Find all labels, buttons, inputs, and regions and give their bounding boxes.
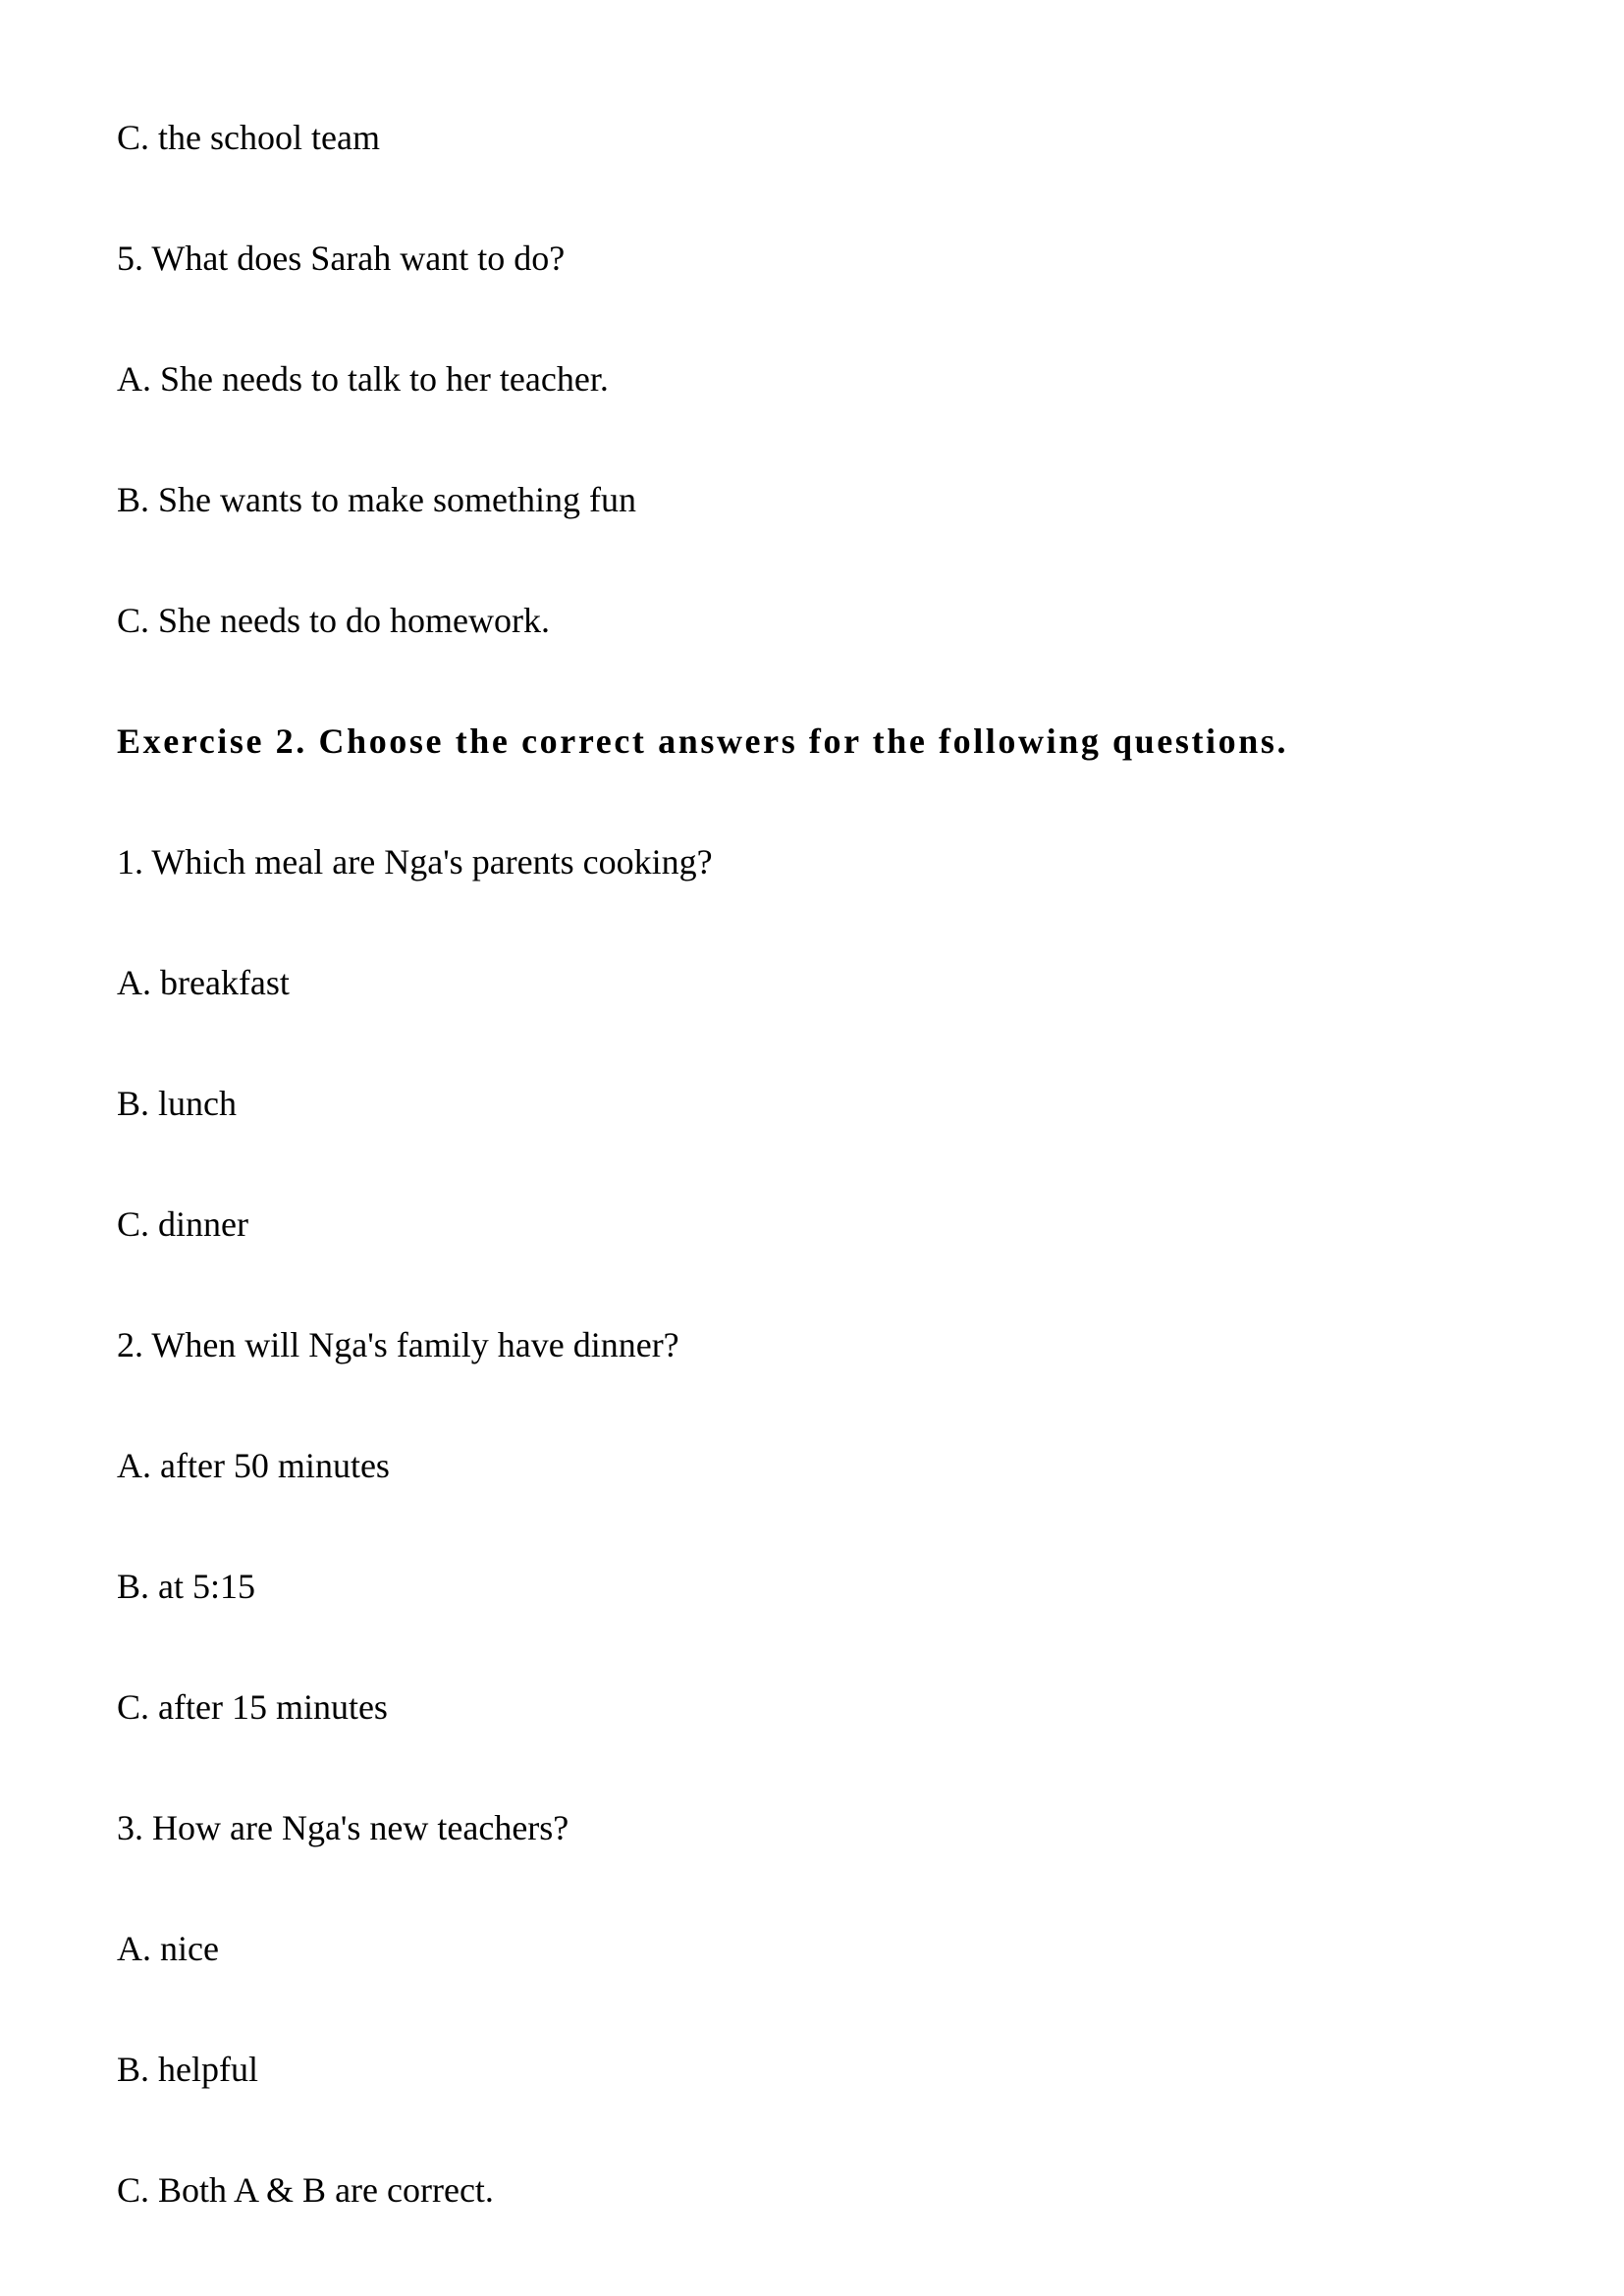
- question-line: 1. Which meal are Nga's parents cooking?: [117, 842, 713, 881]
- option-line: A. after 50 minutes: [117, 1446, 390, 1485]
- option-line: B. She wants to make something fun: [117, 480, 636, 519]
- option-line: A. breakfast: [117, 963, 290, 1002]
- option-line: A. She needs to talk to her teacher.: [117, 359, 609, 399]
- question-line: 5. What does Sarah want to do?: [117, 239, 566, 278]
- option-line: C. She needs to do homework.: [117, 601, 550, 640]
- option-line: B. at 5:15: [117, 1567, 255, 1606]
- option-line: C. dinner: [117, 1204, 248, 1244]
- question-line: 3. How are Nga's new teachers?: [117, 1808, 569, 1847]
- option-line: B. helpful: [117, 2050, 258, 2089]
- exercise-heading: Exercise 2. Choose the correct answers for the following questions.: [117, 721, 1289, 761]
- option-line: C. the school team: [117, 118, 380, 157]
- option-line: A. nice: [117, 1929, 219, 1968]
- option-line: C. Both A & B are correct.: [117, 2170, 494, 2210]
- question-line: 2. When will Nga's family have dinner?: [117, 1325, 679, 1364]
- option-line: B. lunch: [117, 1084, 237, 1123]
- option-line: C. after 15 minutes: [117, 1687, 388, 1727]
